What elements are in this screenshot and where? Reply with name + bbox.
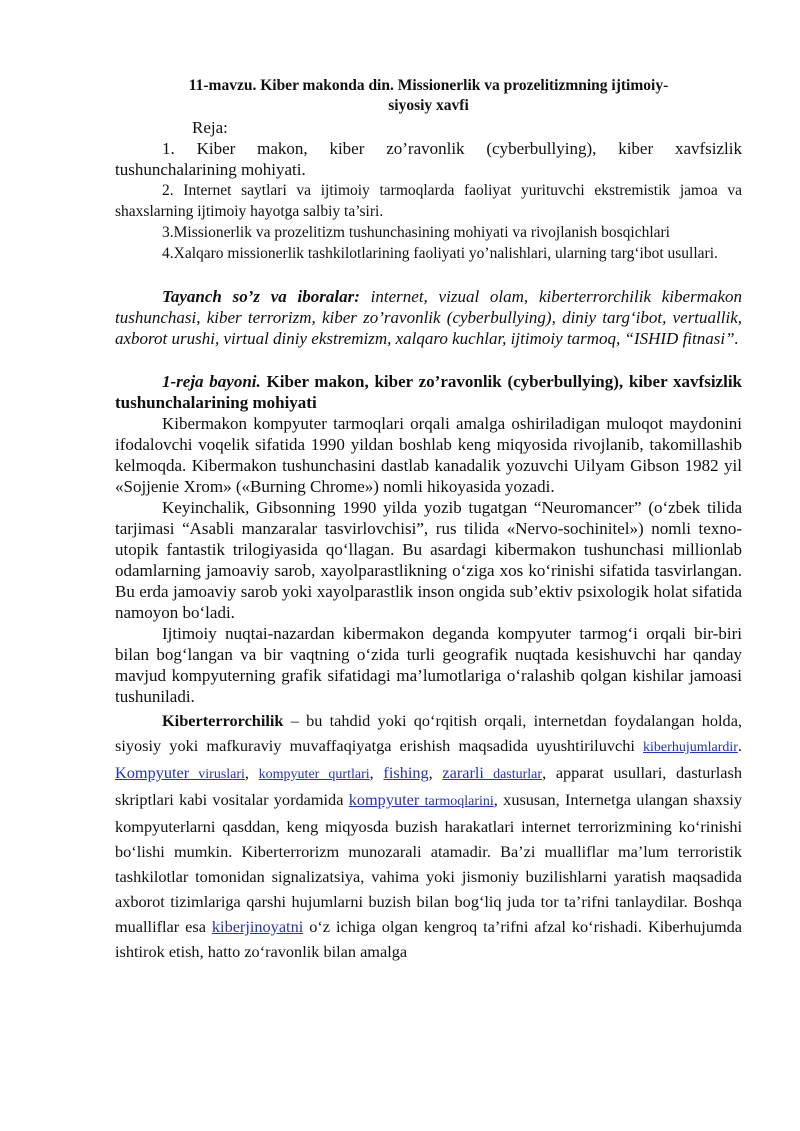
keywords-text: internet, vizual olam, kiberterrorchilik kibermakon tushunchasi, kiber terrorizm, kiber zo’ravonlik (cyberbullying), diniy targ‘ibot, vertuallik, axborot urushi, virtual diniy ekstremizm, xalqaro kuchlar, ijtimoiy tarmoq, “ISHID fitnasi”. [115,287,743,348]
plan-item-4: 4.Xalqaro missionerlik tashkilotlarining faoliyati yo’nalishlari, ularning targ‘ibot usullari. [162,245,718,262]
link-zararli-word: zararli [442,763,484,782]
link-kompyuter-viruslari[interactable] [115,763,245,782]
kt-text-7: , xususan, Internetga ulangan shaxsiy kompyuterlarni qasddan, keng miqyosda buzish harakatlari internet terrorizmining ko‘rinishi bo‘lishi mumkin. Kiberterrorizm munozarali atamadir. Ba’zi mualliflar ma’lum terroristik tashkilotlar tomonidan signalizatsiya, vahima yoki jismoniy buzilishlarni yaratish maqsadida axborot tizimlariga qarshi hujumlarni buzish bilan bog‘liq juda tor ta’rifni tanlaydilar. Boshqa mualliflar esa [115,790,742,936]
section-label: 1-reja bayoni. [162,372,261,391]
link-kompyuter-word-2: kompyuter [348,790,420,809]
kt-text-5: , [428,763,443,782]
kt-text-4: , [369,763,384,782]
link-fishing[interactable]: fishing [383,763,429,782]
plan-label: Reja: [192,118,228,137]
link-kompyuter-word: Kompyuter [115,763,190,782]
link-kompyuter-tarmoqlarini[interactable] [349,790,494,809]
plan-item-1: 1. Kiber makon, kiber zo’ravonlik (cyberbullying), kiber xavfsizlik tushunchalarining mohiyati. [115,139,742,179]
kt-text-3: , [244,763,259,782]
term-kiberterrorchilik: Kiberterrorchilik [162,711,284,730]
kt-text-2: . [737,736,742,755]
link-kiberjinoyatni[interactable]: kiberjinoyatni [211,917,304,936]
keywords-label: Tayanch so’z va iboralar: [162,287,360,306]
title-line-2: siyosiy xavfi [388,97,469,114]
keywords-paragraph [115,286,742,349]
plan-list [115,138,742,264]
document-page [115,70,742,964]
link-kiberhujumlardir[interactable]: kiberhujumlardir [643,740,738,755]
paragraph-1: Kibermakon kompyuter tarmoqlari orqali amalga oshiriladigan muloqot maydonini ifodalovchi voqelik sifatida 1990 yildan boshlab keng miqyosida rivojlanib, takomillashib kelmoqda. Kibermakon tushunchasini dastlab kanadalik yozuvchi Uilyam Gibson 1982 yil «Sojjenie Xrom» («Burning Chrome») nomli hikoyasida yozadi. [115,414,742,496]
link-viruslari-word: viruslari [189,767,245,782]
paragraph-2: Keyinchalik, Gibsonning 1990 yilda yozib tugatgan “Neuromancer” (o‘zbek tilida tarjimasi “Asabli manzaralar tasvirlovchisi”, rus tilida «Nervo-sochinitel») nomli texno-utopik fantastik trilogiyasida qo‘llagan. Bu asardagi kibermakon tushunchasi millionlab odamlarning jamoaviy sarob, xayolparastlikning o‘ziga xos ko‘rinishi sifatida tasvirlangan. Bu erda jamoaviy sarob yoki xayolparastlik inson ongida sub’ektiv psixologik holat sifatida namoyon bo‘ladi. [115,498,742,622]
section-heading [115,371,742,413]
link-kompyuter-qurtlari[interactable]: kompyuter qurtlari [258,767,370,782]
link-dasturlar-word: dasturlar [483,767,543,782]
paragraph-3: Ijtimoiy nuqtai-nazardan kibermakon deganda kompyuter tarmog‘i orqali bir-biri bilan bog‘langan va bir vaqtning o‘zida turli geografik nuqtada kesishuvchi har qanday mavjud kompyuterning grafik sifatidagi ma’lumotlariga o‘ralashib qolgan kishilar jamoasi tushuniladi. [115,624,742,706]
section-title: Kiber makon, kiber zo’ravonlik (cyberbullying), kiber xavfsizlik tushunchalarining mohiyati [115,372,742,412]
link-zararli-dasturlar[interactable] [442,763,542,782]
kt-text-6: , apparat usullari, dasturlash skriptlari kabi vositalar yordamida [115,763,742,809]
plan-item-2: 2. Internet saytlari va ijtimoiy tarmoqlarda faoliyat yurituvchi ekstremistik jamoa va shaxslarning ijtimoiy hayotga salbiy ta’siri. [115,182,742,220]
plan-item-3: 3.Missionerlik va prozelitizm tushunchasining mohiyati va rivojlanish bosqichlari [162,224,670,241]
kt-text-8: o‘z ichiga olgan kengroq ta’rifni afzal ko‘rishadi. Kiberhujumda ishtirok etish, hatto zo‘ravonlik bilan amalga [115,917,742,961]
kt-text-1: – bu tahdid yoki qo‘rqitish orqali, internetdan foydalangan holda, siyosiy yoki mafkuraviy muvaffaqiyatga erishish maqsadida uyushtiriluvchi [115,711,742,755]
title-line-1: 11-mavzu. Kiber makonda din. Missionerlik va prozelitizmning ijtimoiy- [188,77,669,94]
link-tarmoqlarini-word: tarmoqlarini [424,794,494,809]
kiberterrorchilik-paragraph [115,708,742,964]
document-title [115,76,742,116]
